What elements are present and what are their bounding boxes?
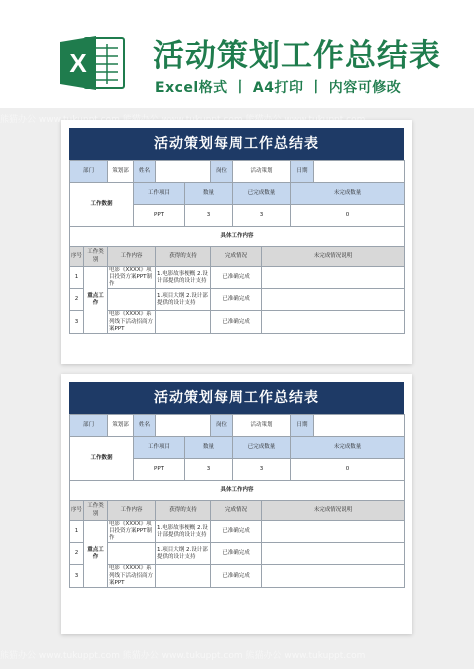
column-header-row xyxy=(70,247,405,267)
section-title: 具体工作内容 xyxy=(70,227,405,247)
dept-label: 部门 xyxy=(70,161,108,183)
excel-logo-icon xyxy=(58,34,128,92)
work-item-value: PPT xyxy=(134,459,185,481)
work-head-row xyxy=(70,437,405,459)
row-content: 电影《XXXX》系列线下活动招商方案PPT xyxy=(108,311,156,333)
row-notes xyxy=(262,565,405,587)
col-status: 完成情况 xyxy=(211,501,262,521)
row-status: 已准确完成 xyxy=(211,543,262,565)
row-no: 1 xyxy=(70,521,84,543)
summary-table xyxy=(69,414,405,588)
col-support: 获得的支持 xyxy=(156,247,211,267)
page-header xyxy=(0,0,474,108)
work-data-label: 工作数据 xyxy=(70,183,134,227)
work-undone-header: 未完成数量 xyxy=(291,437,405,459)
work-undone-header: 未完成数量 xyxy=(291,183,405,205)
col-status: 完成情况 xyxy=(211,247,262,267)
row-notes xyxy=(262,267,405,289)
column-header-row xyxy=(70,501,405,521)
work-qty-value: 3 xyxy=(185,205,233,227)
row-support xyxy=(156,311,211,333)
section-title: 具体工作内容 xyxy=(70,481,405,501)
col-notes: 未完成情况说明 xyxy=(262,247,405,267)
info-row xyxy=(70,415,405,437)
post-label: 岗位 xyxy=(211,415,233,437)
table-row xyxy=(70,543,405,565)
table-row xyxy=(70,289,405,311)
sheet-title: 活动策划每周工作总结表 xyxy=(69,128,404,160)
work-done-value: 3 xyxy=(233,459,291,481)
name-label: 姓名 xyxy=(134,415,156,437)
row-no: 2 xyxy=(70,289,84,311)
table-row xyxy=(70,521,405,543)
watermark-text: 熊猫办公 www.tukuppt.com 熊猫办公 www.tukuppt.com 熊猫办公 www.tukuppt.com xyxy=(0,115,366,125)
post-value: 活动策划 xyxy=(233,415,291,437)
post-value: 活动策划 xyxy=(233,161,291,183)
work-done-value: 3 xyxy=(233,205,291,227)
col-no: 序号 xyxy=(70,247,84,267)
dept-label: 部门 xyxy=(70,415,108,437)
work-item-value: PPT xyxy=(134,205,185,227)
col-support: 获得的支持 xyxy=(156,501,211,521)
row-support: 1.电影故事梗概 2.设计部提供的设计支持 xyxy=(156,267,211,289)
row-no: 1 xyxy=(70,267,84,289)
work-qty-header: 数量 xyxy=(185,437,233,459)
section-row xyxy=(70,227,405,247)
excel-logo-letter: X xyxy=(69,48,87,78)
row-status: 已准确完成 xyxy=(211,565,262,587)
work-item-header: 工作项目 xyxy=(134,437,185,459)
row-no: 3 xyxy=(70,565,84,587)
row-status: 已准确完成 xyxy=(211,289,262,311)
row-notes xyxy=(262,543,405,565)
dept-value: 策划部 xyxy=(108,415,134,437)
date-value xyxy=(314,161,405,183)
row-support xyxy=(156,565,211,587)
work-head-row xyxy=(70,183,405,205)
summary-table xyxy=(69,160,405,334)
col-content: 工作内容 xyxy=(108,501,156,521)
sheet-preview-1 xyxy=(61,120,412,364)
row-content xyxy=(108,543,156,565)
row-category: 重点工作 xyxy=(84,521,108,588)
date-value xyxy=(314,415,405,437)
work-item-header: 工作项目 xyxy=(134,183,185,205)
info-row xyxy=(70,161,405,183)
row-notes xyxy=(262,521,405,543)
row-support: 1.项目大纲 2.设计部提供的设计支持 xyxy=(156,289,211,311)
name-label: 姓名 xyxy=(134,161,156,183)
page-subtitle: Excel格式 丨 A4打印 丨 内容可修改 xyxy=(155,80,402,96)
sheet-preview-2 xyxy=(61,374,412,634)
work-data-label: 工作数据 xyxy=(70,437,134,481)
section-row xyxy=(70,481,405,501)
table-row xyxy=(70,311,405,333)
name-value xyxy=(156,161,211,183)
col-notes: 未完成情况说明 xyxy=(262,501,405,521)
row-content: 电影《XXXX》项目投资方案PPT制作 xyxy=(108,267,156,289)
name-value xyxy=(156,415,211,437)
date-label: 日期 xyxy=(291,415,314,437)
row-status: 已准确完成 xyxy=(211,311,262,333)
sheet-title: 活动策划每周工作总结表 xyxy=(69,382,404,414)
col-content: 工作内容 xyxy=(108,247,156,267)
row-category: 重点工作 xyxy=(84,267,108,334)
watermark-text: 熊猫办公 www.tukuppt.com 熊猫办公 www.tukuppt.com 熊猫办公 www.tukuppt.com xyxy=(0,651,366,661)
row-status: 已准确完成 xyxy=(211,521,262,543)
col-type: 工作类别 xyxy=(84,247,108,267)
work-done-header: 已完成数量 xyxy=(233,183,291,205)
row-support: 1.项目大纲 2.设计部提供的设计支持 xyxy=(156,543,211,565)
work-undone-value: 0 xyxy=(291,205,405,227)
row-content xyxy=(108,289,156,311)
col-type: 工作类别 xyxy=(84,501,108,521)
col-no: 序号 xyxy=(70,501,84,521)
row-notes xyxy=(262,289,405,311)
work-qty-value: 3 xyxy=(185,459,233,481)
row-no: 2 xyxy=(70,543,84,565)
work-qty-header: 数量 xyxy=(185,183,233,205)
row-content: 电影《XXXX》项目投资方案PPT制作 xyxy=(108,521,156,543)
dept-value: 策划部 xyxy=(108,161,134,183)
row-support: 1.电影故事梗概 2.设计部提供的设计支持 xyxy=(156,521,211,543)
post-label: 岗位 xyxy=(211,161,233,183)
table-row xyxy=(70,565,405,587)
work-undone-value: 0 xyxy=(291,459,405,481)
row-content: 电影《XXXX》系列线下活动招商方案PPT xyxy=(108,565,156,587)
date-label: 日期 xyxy=(291,161,314,183)
row-no: 3 xyxy=(70,311,84,333)
row-notes xyxy=(262,311,405,333)
page-title: 活动策划工作总结表 xyxy=(153,38,441,74)
work-done-header: 已完成数量 xyxy=(233,437,291,459)
table-row xyxy=(70,267,405,289)
row-status: 已准确完成 xyxy=(211,267,262,289)
